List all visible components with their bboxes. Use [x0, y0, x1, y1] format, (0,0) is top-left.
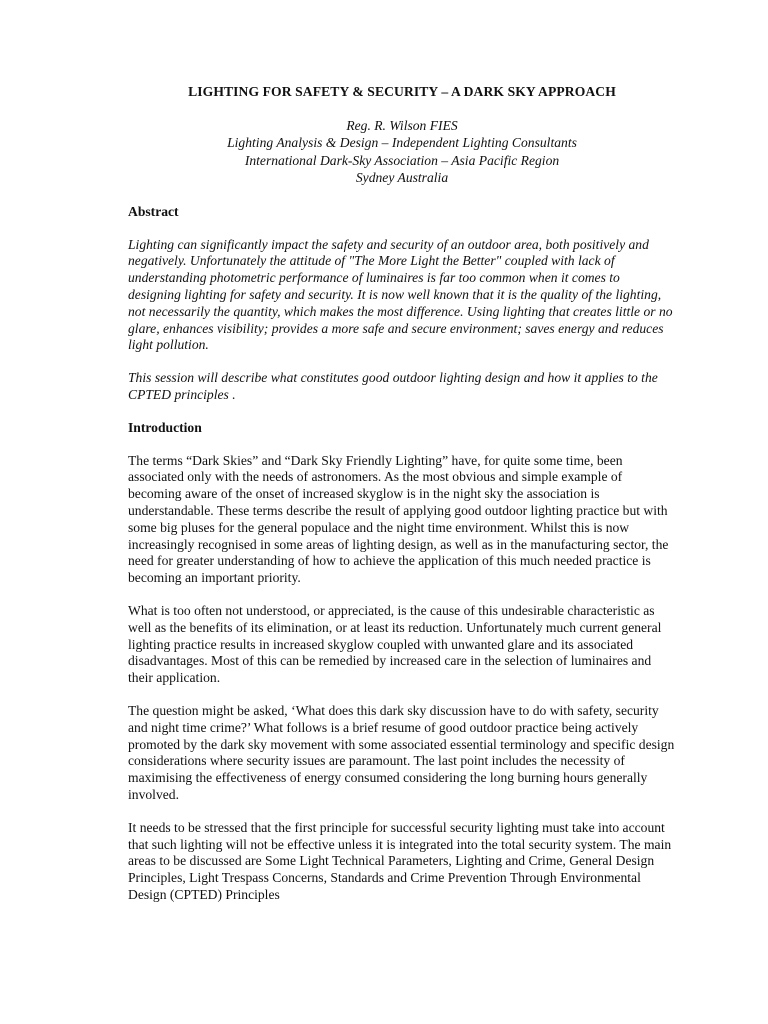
author-organization: International Dark-Sky Association – Asia Pacific Region	[244, 152, 560, 168]
author-affiliation: Lighting Analysis & Design – Independent Lighting Consultants	[227, 135, 577, 151]
author-block	[128, 117, 676, 187]
introduction-paragraph: The terms “Dark Skies” and “Dark Sky Friendly Lighting” have, for quite some time, been associated only with the needs of astronomers. As the most obvious and simple example of becoming aware of the onset of increased skyglow is in the night sky the association is understandable. These terms describe the result of applying good outdoor lighting practice but with some big pluses for the general populace and the night time environment. Whilst this is now increasingly recognised in some areas of lighting design, as well as in the manufacturing sector, the need for greater understanding of how to achieve the application of this much needed practice is becoming an important priority.	[128, 452, 669, 586]
introduction-paragraph: The question might be asked, ‘What does this dark sky discussion have to do with safety, security and night time crime?’ What follows is a brief resume of good outdoor practice being actively promoted by the dark sky movement with some associated essential terminology and specific design considerations where security issues are paramount. The last point includes the necessity of maximising the effectiveness of energy consumed considering the long burning hours generally involved.	[128, 702, 675, 802]
author-name: Reg. R. Wilson FIES	[346, 117, 458, 133]
introduction-paragraph: What is too often not understood, or appreciated, is the cause of this undesirable characteristic as well as the benefits of its elimination, or at least its reduction. Unfortunately much current general lighting practice results in increased skyglow coupled with unwanted glare and its associated disadvantages. Most of this can be remedied by increased care in the selection of luminaires and their application.	[128, 602, 662, 686]
abstract-paragraph: This session will describe what constitutes good outdoor lighting design and how it applies to the CPTED principles .	[128, 370, 658, 402]
author-location: Sydney Australia	[355, 170, 449, 186]
abstract-heading: Abstract	[128, 203, 179, 219]
paper-title: LIGHTING FOR SAFETY & SECURITY – A DARK SKY APPROACH	[188, 84, 616, 99]
introduction-heading: Introduction	[128, 419, 202, 435]
abstract-paragraph: Lighting can significantly impact the safety and security of an outdoor area, both positively and negatively. Unfortunately the attitude of "The More Light the Better" coupled with lack of understanding photometric performance of luminaires is far too common when it comes to designing lighting for safety and security. It is now well known that it is the quality of the lighting, not necessarily the quantity, which makes the most difference. Using lighting that creates little or no glare, enhances visibility; provides a more safe and secure environment; saves energy and reduces light pollution.	[128, 236, 673, 353]
introduction-paragraph: It needs to be stressed that the first principle for successful security lighting must take into account that such lighting will not be effective unless it is integrated into the total security system. The main areas to be discussed are Some Light Technical Parameters, Lighting and Crime, General Design Principles, Light Trespass Concerns, Standards and Crime Prevention Through Environmental Design (CPTED) Principles	[128, 819, 672, 902]
paper-page	[128, 84, 676, 920]
